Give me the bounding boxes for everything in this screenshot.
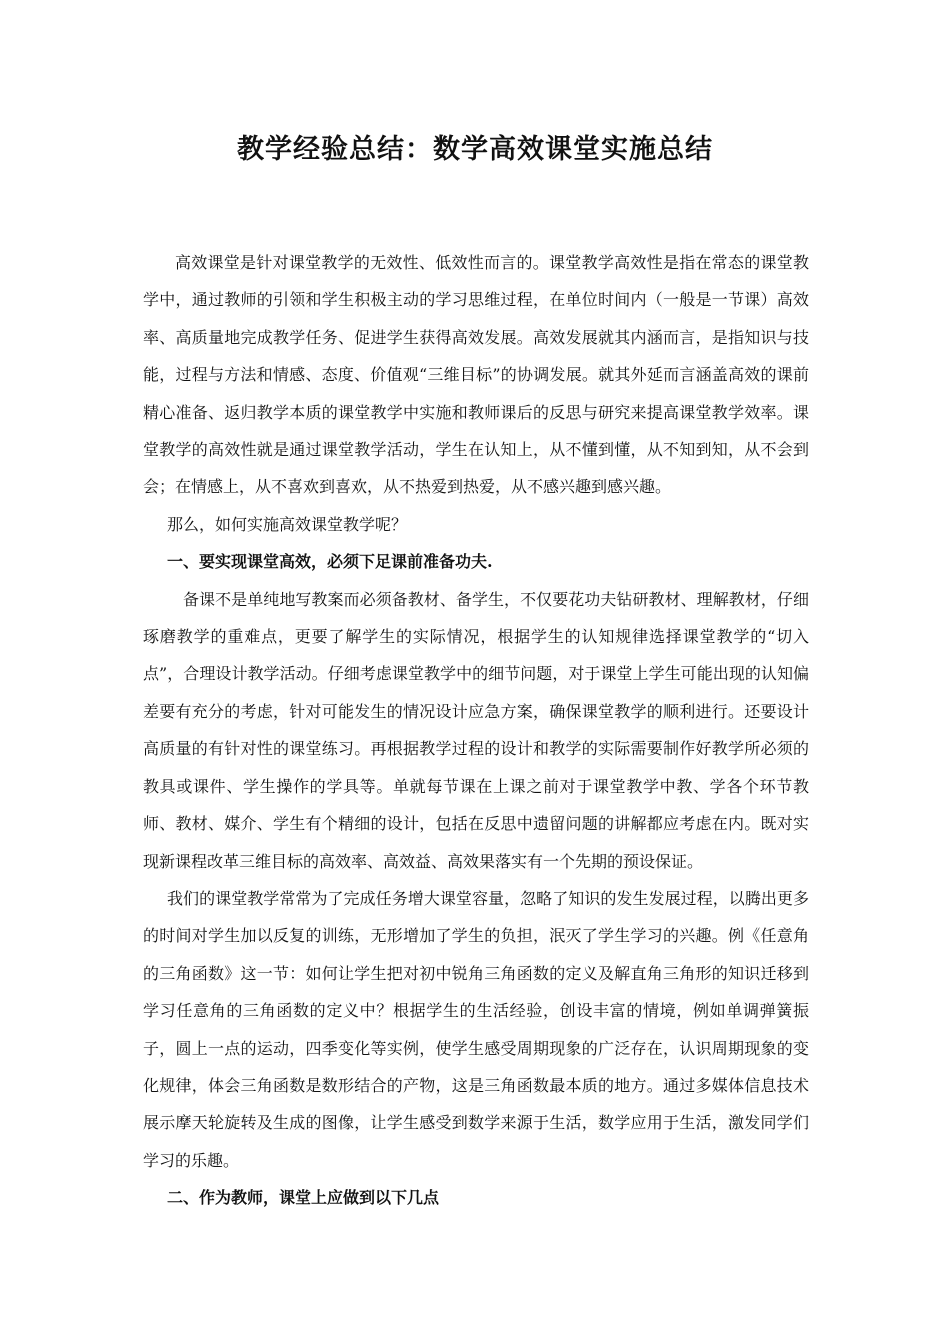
- paragraph-question: 那么，如何实施高效课堂教学呢？: [167, 514, 408, 534]
- section-heading-2: 二、作为教师，课堂上应做到以下几点: [167, 1188, 440, 1208]
- paragraph-intro: 高效课堂是针对课堂教学的无效性、低效性而言的。课堂教学高效性是指在常态的课堂教学中，通过教师的引领和学生积极主动的学习思维过程，在单位时间内（一般是一节课）高效率、高质量地完成教学任务、促进学生获得高效发展。高效发展就其内涵而言，是指知识与技能，过程与方法和情感、态度、价值观“三维目标”的协调发展。就其外延而言涵盖高效的课前精心准备、返归教学本质的课堂教学中实施和教师课后的反思与研究来提高课堂教学效率。课堂教学的高效性就是通过课堂教学活动，学生在认知上，从不懂到懂，从不知到知，从不会到会；在情感上，从不喜欢到喜欢，从不热爱到热爱，从不感兴趣到感兴趣。: [143, 253, 809, 497]
- document-body: [143, 244, 809, 1217]
- paragraph-lesson-prep: 备课不是单纯地写教案而必须备教材、备学生，不仅要花功夫钻研教材、理解教材，仔细琢磨教学的重难点，更要了解学生的实际情况，根据学生的认知规律选择课堂教学的“切入点”，合理设计教学活动。仔细考虑课堂教学中的细节问题，对于课堂上学生可能出现的认知偏差要有充分的考虑，针对可能发生的情况设计应急方案，确保课堂教学的顺利进行。还要设计高质量的有针对性的课堂练习。再根据教学过程的设计和教学的实际需要制作好教学所必须的教具或课件、学生操作的学具等。单就每节课在上课之前对于课堂教学中教、学各个环节教师、教材、媒介、学生有个精细的设计，包括在反思中遗留问题的讲解都应考虑在内。既对实现新课程改革三维目标的高效率、高效益、高效果落实有一个先期的预设保证。: [143, 589, 809, 871]
- paragraph-example: 我们的课堂教学常常为了完成任务增大课堂容量，忽略了知识的发生发展过程，以腾出更多的时间对学生加以反复的训练，无形增加了学生的负担，泯灭了学生学习的兴趣。例《任意角的三角函数》这一节：如何让学生把对初中锐角三角函数的定义及解直角三角形的知识迁移到学习任意角的三角函数的定义中？根据学生的生活经验，创设丰富的情境，例如单调弹簧振子，圆上一点的运动，四季变化等实例，使学生感受周期现象的广泛存在，认识周期现象的变化规律，体会三角函数是数形结合的产物，这是三角函数最本质的地方。通过多媒体信息技术展示摩天轮旋转及生成的图像，让学生感受到数学来源于生活，数学应用于生活，激发同学们学习的乐趣。: [143, 888, 809, 1170]
- document-title: 教学经验总结：数学高效课堂实施总结: [237, 134, 713, 165]
- section-heading-1: 一、要实现课堂高效，必须下足课前准备功夫.: [167, 552, 493, 572]
